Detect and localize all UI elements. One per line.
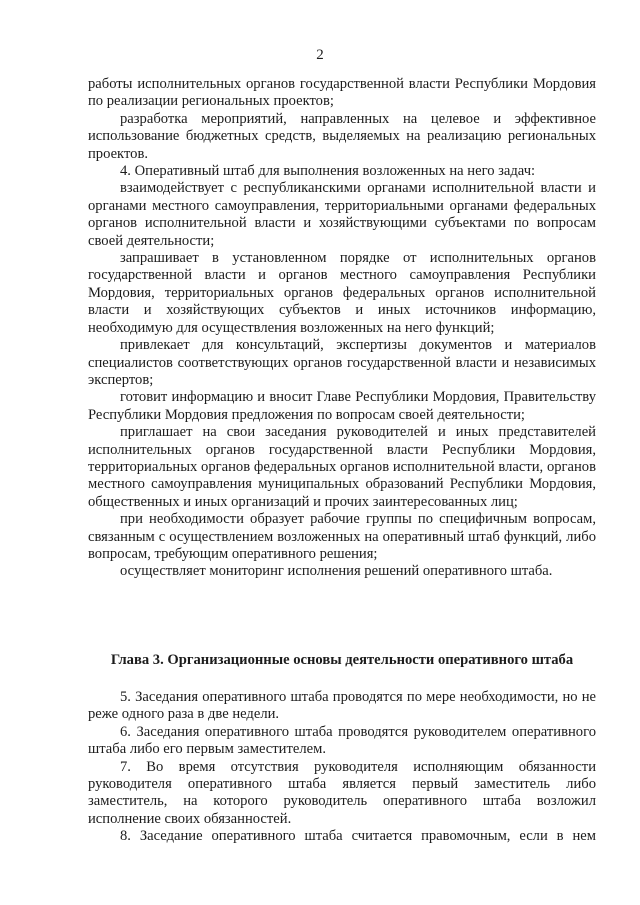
- paragraph: разработка мероприятий, направленных на целевое и эффективное использование бюджетных средств, выделяемых на реализацию региональных проектов.: [88, 110, 596, 162]
- paragraph: работы исполнительных органов государственной власти Республики Мордовия по реализации региональных проектов;: [88, 76, 596, 110]
- paragraph: приглашает на свои заседания руководителей и иных представителей исполнительных органов государственной власти Республики Мордовия, территориальных органов федеральных органов исполнительной власти, органов местного самоуправления муниципальных образований Республики Мордовия, общественных и иных организаций и прочих заинтересованных лиц;: [88, 424, 596, 510]
- paragraph: взаимодействует с республиканскими органами исполнительной власти и органами местного самоуправления, территориальными органами федеральных органов исполнительной власти и хозяйствующими субъектами по вопросам своей деятельности;: [88, 180, 596, 249]
- paragraph: привлекает для консультаций, экспертизы документов и материалов специалистов соответствующих органов государственной власти и независимых экспертов;: [88, 337, 596, 388]
- paragraph: запрашивает в установленном порядке от исполнительных органов государственной власти и органов местного самоуправления Республики Мордовия, территориальных органов федеральных органов исполнительной власти и хозяйствующих субъектов и иных источников информацию, необходимую для осуществления возложенных на него функций;: [88, 250, 596, 336]
- chapter-heading: Глава 3. Организационные основы деятельности оперативного штаба: [110, 652, 574, 668]
- paragraph: 7. Во время отсутствия руководителя исполняющим обязанности руководителя оперативного штаба является первый заместитель либо заместитель, на которого руководитель оперативного штаба возложил исполнение своих обязанностей.: [88, 758, 596, 827]
- paragraph: 4. Оперативный штаб для выполнения возложенных на него задач:: [120, 163, 536, 180]
- paragraph: готовит информацию и вносит Главе Республики Мордовия, Правительству Республики Мордовия предложения по вопросам своей деятельности;: [88, 389, 596, 423]
- paragraph: 5. Заседания оперативного штаба проводятся по мере необходимости, но не реже одного раза в две недели.: [88, 689, 596, 723]
- paragraph: 8. Заседание оперативного штаба считается правомочным, если в нем: [120, 828, 596, 845]
- paragraph: осуществляет мониторинг исполнения решений оперативного штаба.: [120, 563, 553, 580]
- paragraph: 6. Заседания оперативного штаба проводятся руководителем оперативного штаба либо его первым заместителем.: [88, 723, 596, 758]
- section-top-text: [88, 76, 596, 581]
- section-bottom-text: [88, 689, 596, 846]
- paragraph: при необходимости образует рабочие группы по специфичным вопросам, связанным с осуществлением возложенных на оперативный штаб функций, либо вопросам, требующим оперативного решения;: [88, 511, 596, 562]
- page-number: 2: [316, 47, 324, 63]
